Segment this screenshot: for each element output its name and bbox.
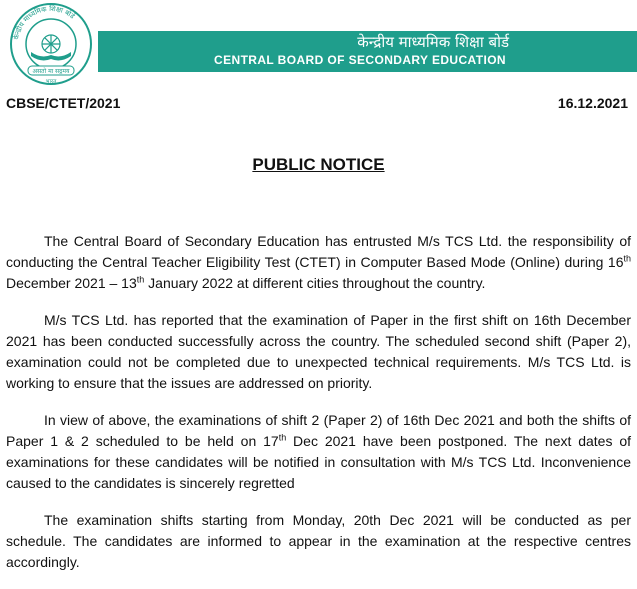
paragraph-1 [6,231,631,294]
header [0,0,637,88]
ordinal-suffix: th [136,274,145,285]
paragraph-2: M/s TCS Ltd. has reported that the examination of Paper in the first shift on 16th December 2021 has been conducted successfully across the country. The scheduled second shift (Paper 2), examination could not be completed due to unexpected technical requirements. M/s TCS Ltd. is working to ensure that the issues are addressed on priority. [6,312,631,391]
logo-motto: असतो मा सद्गमय [32,68,70,75]
notice-date: 16.12.2021 [557,95,628,111]
ordinal-suffix: th [278,432,287,443]
ordinal-suffix: th [623,253,631,264]
paragraph-1-text-a: The Central Board of Secondary Education has entrusted M/s TCS Ltd. the responsibility of conducting the Central Teacher Eligibility Test (CTET) in Computer Based Mode (Online) during 16 [6,233,631,270]
logo-arc-text: केन्द्रीय माध्यमिक शिक्षा बोर्ड [12,4,77,41]
paragraph-4: The examination shifts starting from Monday, 20th Dec 2021 will be conducted as per schedule. The candidates are informed to appear in the examination at the respective centres accordingly. [6,512,631,570]
paragraph-3-text-b: Dec 2021 have been postponed. The next dates of examinations for these candidates will be notified in consultation with M/s TCS Ltd. Inconvenience caused to the candidates is sincerely regretted [6,433,632,491]
notice-title: PUBLIC NOTICE [252,155,385,174]
logo-country: भारत [45,79,57,85]
org-name-english: CENTRAL BOARD OF SECONDARY EDUCATION [214,53,506,67]
org-name-hindi: केन्द्रीय माध्यमिक शिक्षा बोर्ड [357,33,509,51]
reference-number: CBSE/CTET/2021 [6,95,121,111]
paragraph-1-text-b: December 2021 – 13 [6,275,137,291]
paragraph-3-text-a: In view of above, the examinations of shift 2 (Paper 2) of 16th Dec 2021 and both the shifts of Paper 1 & 2 scheduled to be held on 17 [6,412,631,449]
paragraph-3 [6,410,631,494]
paragraph-1-text-c: January 2022 at different cities throughout the country. [144,275,486,291]
header-banner [98,31,637,72]
cbse-logo [6,2,96,86]
notice-body [6,231,631,589]
